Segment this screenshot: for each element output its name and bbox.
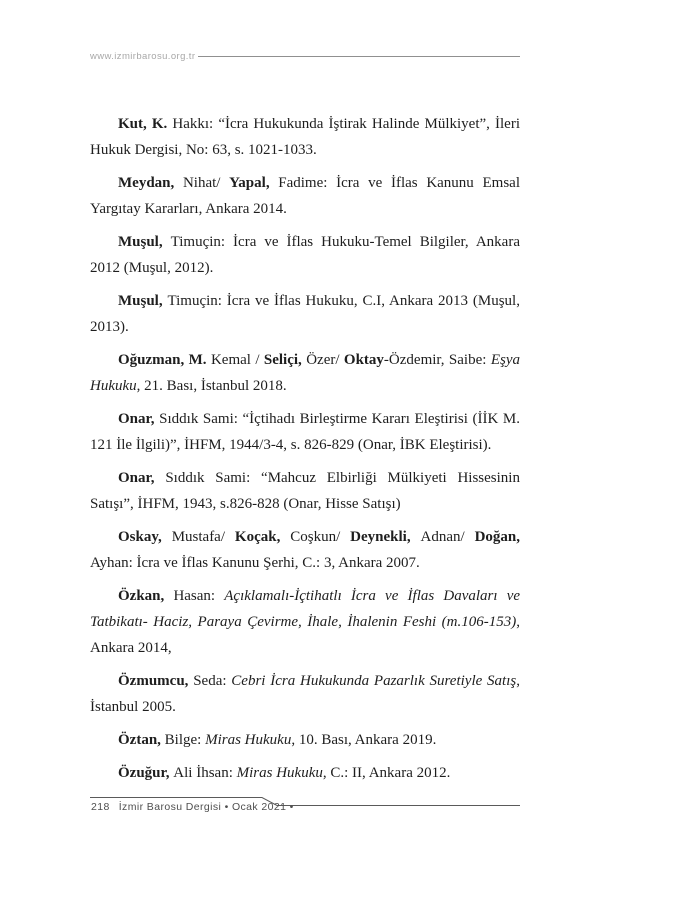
entry-text-bold: Yapal, xyxy=(229,175,279,191)
entry-text-normal: Mustafa/ xyxy=(171,529,235,545)
entry-text-normal: Bilge: xyxy=(164,732,206,748)
entry-text-bold: Muşul, xyxy=(118,293,168,309)
bibliography-entry xyxy=(90,583,520,661)
entry-text-bold: Koçak, xyxy=(234,529,291,545)
entry-text-italic: Cebri İcra Hukukunda Pazarlık Suretiyle Satış xyxy=(231,673,517,689)
entry-text-bold: Kut, K. xyxy=(118,116,173,132)
page-footer xyxy=(90,795,520,821)
entry-text-normal: Özer/ xyxy=(306,352,344,368)
entry-text-normal: , İstanbul 2005. xyxy=(90,673,520,715)
bibliography-entry xyxy=(90,668,520,720)
bibliography-entry xyxy=(90,524,520,576)
entry-text-normal: , C.: II, Ankara 2012. xyxy=(322,765,451,781)
entry-text-normal: Timuçin: İcra ve İflas Hukuku-Temel Bilgiler, Ankara 2012 (Muşul, 2012). xyxy=(90,234,520,276)
footer-text xyxy=(90,795,520,813)
entry-text-italic: Miras Hukuku xyxy=(205,732,292,748)
entry-text-italic: Açıklamalı-İçtihatlı İcra ve İflas Davaları ve Tatbikatı- Haciz, Paraya Çevirme, İhale, İhalenin Feshi (m.106-153) xyxy=(90,588,521,630)
footer-journal-title: İzmir Barosu Dergisi • Ocak 2021 • xyxy=(118,801,294,813)
bibliography-entry xyxy=(90,465,520,517)
page-header xyxy=(90,51,520,62)
entry-text-normal: Adnan/ xyxy=(420,529,475,545)
bibliography-entry xyxy=(90,111,520,163)
header-website-url: www.izmirbarosu.org.tr xyxy=(90,51,196,62)
entry-text-normal: , 21. Bası, İstanbul 2018. xyxy=(136,378,287,394)
bibliography-entry xyxy=(90,406,520,458)
entry-text-bold: Oktay xyxy=(343,352,384,368)
entry-text-bold: Oğuzman, M. xyxy=(118,352,211,368)
entry-text-normal: Hakkı: “İcra Hukukunda İştirak Halinde Mülkiyet”, İleri Hukuk Dergisi, No: 63, s. 1021-1033. xyxy=(90,116,520,158)
entry-text-bold: Özkan, xyxy=(118,588,174,604)
entry-text-bold: Seliçi, xyxy=(263,352,307,368)
entry-text-bold: Özmumcu, xyxy=(118,673,194,689)
entry-text-bold: Meydan, xyxy=(118,175,183,191)
header-rule xyxy=(198,56,520,57)
bibliography-entry xyxy=(90,170,520,222)
bibliography-entry xyxy=(90,229,520,281)
page-number: 218 xyxy=(91,801,110,813)
entry-text-normal: -Özdemir, Saibe: xyxy=(383,352,491,368)
entry-text-italic: Eşya Hukuku xyxy=(90,352,520,394)
bibliography-entry xyxy=(90,347,520,399)
entry-text-normal: Seda: xyxy=(193,673,232,689)
entry-text-normal: Fadime: İcra ve İflas Kanunu Emsal Yargıtay Kararları, Ankara 2014. xyxy=(90,175,520,217)
entry-text-bold: Deynekli, xyxy=(350,529,421,545)
entry-text-bold: Muşul, xyxy=(118,234,171,250)
entry-text-normal: Ali İhsan: xyxy=(173,765,237,781)
entry-text-bold: Özuğur, xyxy=(118,765,174,781)
entry-text-italic: Miras Hukuku xyxy=(236,765,323,781)
entry-text-bold: Öztan, xyxy=(118,732,165,748)
entry-text-normal: , 10. Bası, Ankara 2019. xyxy=(291,732,437,748)
entry-text-normal: Ayhan: İcra ve İflas Kanunu Şerhi, C.: 3, Ankara 2007. xyxy=(90,555,420,571)
bibliography-entry xyxy=(90,727,520,753)
entry-text-bold: Doğan, xyxy=(474,529,520,545)
entry-text-normal: , Ankara 2014, xyxy=(90,614,520,656)
entry-text-normal: Kemal / xyxy=(210,352,264,368)
entry-text-bold: Oskay, xyxy=(118,529,172,545)
bibliography-list xyxy=(90,111,520,793)
bibliography-entry xyxy=(90,288,520,340)
entry-text-bold: Onar, xyxy=(118,411,160,427)
entry-text-normal: Sıddık Sami: “Mahcuz Elbirliği Mülkiyeti Hissesinin Satışı”, İHFM, 1943, s.826-828 (Onar, Hisse Satışı) xyxy=(90,470,520,512)
entry-text-normal: Timuçin: İcra ve İflas Hukuku, C.I, Ankara 2013 (Muşul, 2013). xyxy=(90,293,520,335)
entry-text-bold: Onar, xyxy=(118,470,166,486)
entry-text-normal: Sıddık Sami: “İçtihadı Birleştirme Kararı Eleştirisi (İİK M. 121 İle İlgili)”, İHFM, 1944/3-4, s. 826-829 (Onar, İBK Eleştirisi). xyxy=(90,411,520,453)
bibliography-entry xyxy=(90,760,520,786)
entry-text-normal: Coşkun/ xyxy=(290,529,351,545)
entry-text-normal: Nihat/ xyxy=(182,175,230,191)
entry-text-normal: Hasan: xyxy=(173,588,225,604)
